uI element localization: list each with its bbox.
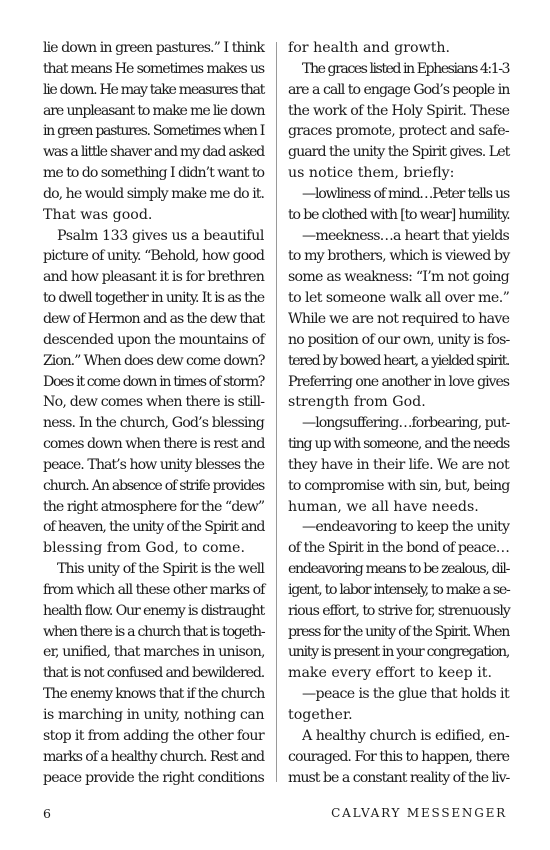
text-line: couraged. For this to happen, there — [288, 748, 509, 765]
text-line: The graces listed in Ephesians 4:1-3 — [302, 60, 510, 77]
text-line: to be clothed with [to wear] humility. — [288, 206, 510, 223]
text-line: health flow. Our enemy is distraught — [43, 602, 264, 619]
text-line: Zion.” When does dew come down? — [43, 352, 265, 369]
text-line: tered by bowed heart, a yielded spirit. — [288, 352, 509, 369]
text-line: make every effort to keep it. — [288, 665, 493, 682]
text-line: in green pastures. Sometimes when I — [43, 123, 264, 140]
text-line: of heaven, the unity of the Spirit and — [43, 519, 265, 536]
left-column — [43, 38, 264, 788]
text-line: While we are not required to have — [288, 310, 510, 327]
text-line: that is not confused and bewildered. — [43, 665, 265, 682]
column-divider — [276, 42, 277, 782]
text-line: are unpleasant to make me lie down — [43, 102, 265, 119]
text-line: church. An absence of strife provides — [43, 477, 264, 494]
text-line: marks of a healthy church. Rest and — [43, 748, 264, 765]
publication-title: CALVARY MESSENGER — [331, 806, 507, 820]
text-line: lie down in green pastures.” I think — [43, 40, 264, 56]
text-line: blessing from God, to come. — [43, 540, 245, 557]
text-line: A healthy church is edified, en- — [302, 727, 510, 744]
text-line: for health and growth. — [288, 40, 451, 56]
text-line: are a call to engage God’s people in — [288, 81, 510, 98]
text-line: the right atmosphere for the “dew” — [43, 498, 265, 515]
text-line: endeavoring means to be zealous, dil- — [288, 561, 509, 578]
text-line: —meekness…a heart that yields — [302, 227, 509, 244]
text-line: human, we all have needs. — [288, 498, 479, 515]
text-line: —longsuffering…forbearing, put- — [302, 415, 510, 432]
text-line: Psalm 133 gives us a beautiful — [57, 227, 264, 244]
text-line: is marching in unity, nothing can — [43, 707, 264, 723]
text-line: no position of our own, unity is fos- — [288, 331, 510, 348]
text-line: to compromise with sin, but, being — [288, 477, 510, 494]
text-line: Preferring one another in love gives — [288, 373, 509, 390]
text-line: and how pleasant it is for brethren — [43, 269, 264, 286]
text-line: was a little shaver and my dad asked — [43, 144, 264, 161]
text-line: to let someone walk all over me.” — [288, 290, 510, 307]
text-line: —peace is the glue that holds it — [302, 686, 509, 703]
text-line: to dwell together in unity. It is as the — [43, 290, 264, 307]
text-line: That was good. — [43, 206, 153, 223]
text-line: dew of Hermon and as the dew that — [43, 310, 264, 327]
text-line: peace provide the right conditions — [43, 769, 264, 786]
page-number: 6 — [43, 806, 51, 821]
text-line: to my brothers, which is viewed by — [288, 248, 510, 265]
text-line: must be a constant reality of the liv- — [288, 769, 510, 786]
text-line: ness. In the church, God’s blessing — [43, 415, 264, 432]
text-line: of the Spirit in the bond of peace… — [288, 540, 509, 557]
text-line: lie down. He may take measures that — [43, 81, 264, 98]
text-line: No, dew comes when there is still- — [43, 394, 265, 411]
text-line: when there is a church that is togeth- — [43, 623, 265, 640]
text-line: stop it from adding the other four — [43, 727, 264, 744]
text-line: Does it come down in times of storm? — [43, 373, 264, 390]
text-line: This unity of the Spirit is the well — [57, 561, 264, 578]
text-line: picture of unity. “Behold, how good — [43, 248, 265, 265]
right-column — [288, 38, 509, 788]
text-line: together. — [288, 707, 353, 723]
text-line: strength from God. — [288, 394, 426, 411]
text-line: comes down when there is rest and — [43, 436, 265, 453]
text-line: guard the unity the Spirit gives. Let — [288, 144, 510, 161]
text-line: ting up with someone, and the needs — [288, 436, 509, 453]
text-line: me to do something I didn’t want to — [43, 165, 264, 182]
text-line: press for the unity of the Spirit. When — [288, 623, 509, 640]
text-line: from which all these other marks of — [43, 581, 265, 598]
text-line: er, unified, that marches in unison, — [43, 644, 265, 661]
text-line: —lowliness of mind…Peter tells us — [302, 185, 509, 202]
text-line: that means He sometimes makes us — [43, 60, 264, 77]
text-line: some as weakness: “I’m not going — [288, 269, 510, 286]
text-line: rious effort, to strive for, strenuously — [288, 602, 510, 619]
text-line: they have in their life. We are not — [288, 456, 510, 473]
text-line: us notice them, briefly: — [288, 165, 455, 182]
text-line: descended upon the mountains of — [43, 331, 265, 348]
text-line: the work of the Holy Spirit. These — [288, 102, 510, 119]
text-line: The enemy knows that if the church — [43, 686, 265, 703]
text-line: graces promote, protect and safe- — [288, 123, 510, 140]
text-line: igent, to labor intensely, to make a se- — [288, 581, 510, 598]
text-line: do, he would simply make me do it. — [43, 185, 264, 202]
text-line: —endeavoring to keep the unity — [302, 519, 510, 536]
text-line: unity is present in your congregation, — [288, 644, 509, 661]
text-line: peace. That’s how unity blesses the — [43, 456, 264, 473]
